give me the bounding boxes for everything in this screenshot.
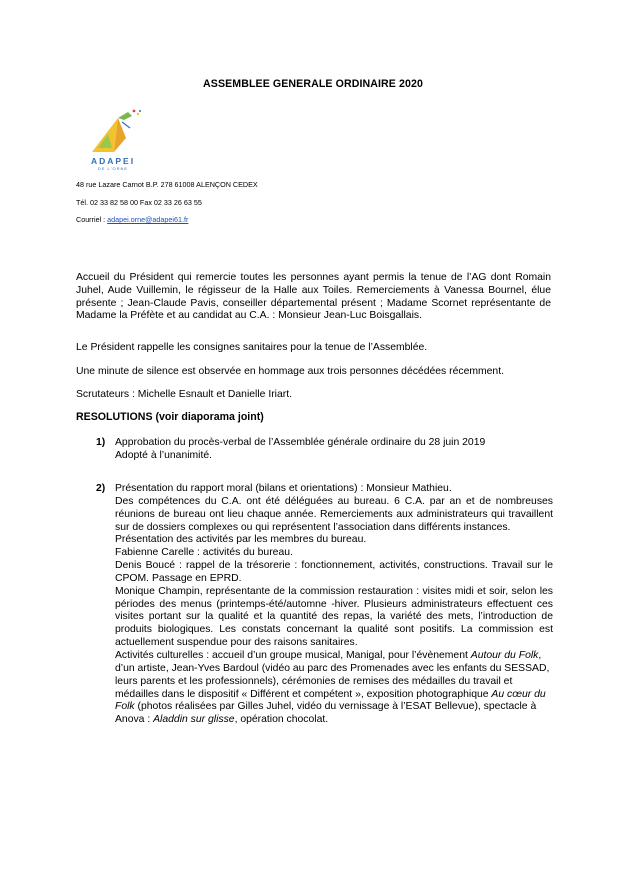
resolution-1-text [115, 437, 553, 463]
contact-email-link[interactable]: adapei.orne@adapei61.fr [107, 215, 189, 224]
contact-address: 48 rue Lazare Carnot B.P. 278 61008 ALENÇON CEDEX [76, 180, 258, 189]
resolution-2-paragraph: Fabienne Carelle : activités du bureau. [115, 547, 293, 559]
text-run: , opération chocolat. [234, 714, 329, 726]
intro-sanitary: Le Président rappelle les consignes sanitaires pour la tenue de l’Assemblée. [76, 342, 428, 353]
resolution-number: 1) [96, 437, 106, 448]
contact-email-line [76, 215, 188, 224]
resolution-2-paragraph: Monique Champin, représentante de la commission restauration : visites midi et soir, selon les périodes des menus (printemps-été/automne -hiver. Plusieurs administrateurs effectuent ces visites portant sur la qualité et la quantité des repas, la variété des mets, l’introduction de produits biologiques. Les constats concernant la qualité sont positifs. La commission est actuellement suspendue pour des raisons sanitaires. [115, 585, 553, 649]
event-title: Autour du Folk [470, 649, 539, 661]
logo-subtitle: DE L'ORNE [97, 166, 129, 171]
document-title: ASSEMBLEE GENERALE ORDINAIRE 2020 [203, 78, 423, 90]
resolution-2-paragraph: Présentation du rapport moral (bilans et orientations) : Monsieur Mathieu. [115, 483, 452, 494]
contact-phone: Tél. 02 33 82 58 00 Fax 02 33 26 63 55 [76, 198, 202, 207]
intro-scrutateurs: Scrutateurs : Michelle Esnault et Danielle Iriart. [76, 389, 292, 400]
resolution-2-paragraph: Des compétences du C.A. ont été déléguées au bureau. 6 C.A. par an et de nombreuses réunions de bureau ont lieu chaque année. Remerciements aux administrateurs qui travaillent sur de dossiers complexes ou qui représentent l’association dans différents instances. [115, 495, 553, 533]
text-run: Activités culturelles : accueil d’un groupe musical, Manigal, pour l’évènement [115, 649, 471, 661]
show-title: Aladdin sur glisse [153, 714, 235, 726]
resolution-1-line: Approbation du procès-verbal de l’Assemblée générale ordinaire du 28 juin 2019 [115, 437, 486, 448]
contact-email-label: Courriel : [76, 215, 108, 224]
resolution-2-text [115, 483, 553, 727]
text-run: (photos réalisées par Gilles Juhel, vidéo du vernissage à l’ESAT Bellevue), spectacle à Anova : [115, 701, 537, 726]
resolution-number: 2) [96, 483, 106, 494]
resolutions-heading: RESOLUTIONS (voir diaporama joint) [76, 411, 264, 423]
resolution-2-paragraph: Présentation des activités par les membres du bureau. [115, 534, 367, 546]
resolution-1-line: Adopté à l’unanimité. [115, 449, 213, 461]
intro-silence: Une minute de silence est observée en hommage aux trois personnes décédées récemment. [76, 366, 504, 377]
logo-figure-icon [78, 108, 148, 156]
adapei-logo [78, 108, 148, 174]
logo-name: ADAPEI [90, 156, 136, 166]
exhibition-title: Au cœur du Folk [115, 688, 546, 713]
text-run: , d’un artiste, Jean-Yves Bardoul (vidéo au parc des Promenades avec les enfants du SESSAD, leurs parents et les professionnels), cérémonies de remises des médailles du travail et médailles dans le dispositif « Différent et compétent », exposition photographique [115, 649, 550, 700]
resolution-2-cultural-paragraph [115, 650, 553, 727]
intro-welcome: Accueil du Président qui remercie toutes les personnes ayant permis la tenue de l’AG dont Romain Juhel, Aude Vuillemin, le régisseur de la Halle aux Toiles. Remerciements à Vanessa Bournel, élue présente ; Jean-Claude Pavis, conseiller départemental présent ; Madame Scornet représentante de Madame la Préfète et au candidat au C.A. : Monsieur Jean-Luc Boisgallais. [76, 272, 551, 322]
resolution-2-paragraph: Denis Boucé : rappel de la trésorerie : fonctionnement, activités, constructions. Travail sur le CPOM. Passage en EPRD. [115, 560, 553, 584]
